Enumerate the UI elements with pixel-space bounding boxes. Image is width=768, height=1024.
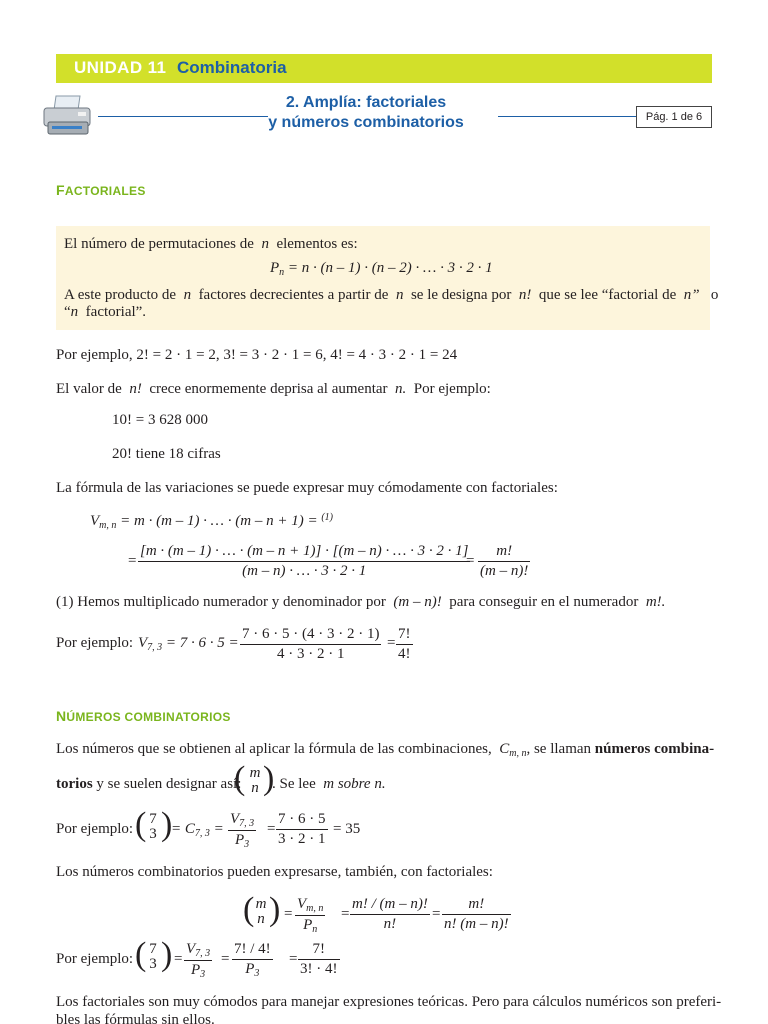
section-heading-factoriales: FACTORIALES bbox=[56, 182, 146, 198]
binom-example2-fraction2: $\frac{7! / 4!}{P_3}$ bbox=[234, 941, 271, 979]
binom-general-fraction3: $\frac{m!}{n! (m - n)!}$ bbox=[444, 896, 509, 932]
example-20-factorial: 20! tiene 18 cifras bbox=[112, 446, 221, 462]
equals-sign: = bbox=[432, 906, 441, 922]
binom-left-paren: ( bbox=[135, 806, 147, 843]
equals-sign: = bbox=[284, 906, 293, 922]
binom-right-paren: ) bbox=[161, 936, 173, 973]
binom-right-paren: ) bbox=[269, 891, 281, 928]
example-factorials: Por ejemplo, 2! = 2 · 1 = 2, 3! = 3 · 2 · 1 = 6, 4! = 4 · 3 · 2 · 1 = 24 bbox=[56, 347, 458, 363]
binom-example1-fraction1: $\frac{V_{7, 3}}{P_3}$ bbox=[230, 811, 255, 850]
binom-example1-fraction2: $\frac{7 \cdot 6 \cdot 5}{3 \cdot 2 \cdot 1}$ bbox=[278, 811, 326, 847]
binom-left-paren: ( bbox=[135, 936, 147, 973]
equals-sign: = bbox=[174, 951, 183, 967]
equals-sign: = bbox=[387, 635, 396, 651]
binom-general-fraction1: $\frac{V_{m, n}}{P_n}$ bbox=[297, 896, 324, 935]
binom-general-fraction2: $\frac{m! / (m - n)!}{n!}$ bbox=[352, 896, 428, 932]
combinatorios-paragraph-line2b: . Se lee m sobre n. bbox=[272, 776, 386, 792]
binom-example1-label: Por ejemplo: bbox=[56, 821, 134, 837]
unit-header-bar bbox=[56, 54, 712, 83]
variations-example-result: $\frac{7!}{4!}$ bbox=[398, 626, 411, 662]
equals-sign: = bbox=[341, 906, 350, 922]
growth-sentence: El valor de n! crece enormemente deprisa al aumentar n. Por ejemplo: bbox=[56, 381, 491, 397]
binom-right-paren: ) bbox=[263, 760, 275, 797]
equals-sign: = bbox=[267, 821, 276, 837]
page-counter: Pág. 1 de 6 bbox=[636, 106, 712, 128]
variations-example-fraction: $\frac{7 \cdot 6 \cdot 5 \cdot (4 \cdot 3 \cdot 2 \cdot 1)}{4 \cdot 3 \cdot 2 \cdot 1}$ bbox=[242, 626, 380, 662]
example-10-factorial: 10! = 3 628 000 bbox=[112, 412, 208, 428]
printer-icon[interactable] bbox=[40, 92, 96, 140]
page-title-line1: 2. Amplía: factoriales bbox=[285, 94, 447, 111]
binom-example1-result: = 35 bbox=[333, 821, 361, 837]
definition-line2: A este producto de n factores decrecientes a partir de n se le designa por n! que se lee “factorial de n” o bbox=[64, 287, 719, 303]
binom-right-paren: ) bbox=[161, 806, 173, 843]
binom-factorial-intro: Los números combinatorios pueden expresarse, también, con factoriales: bbox=[56, 864, 493, 880]
footnote: (1) Hemos multiplicado numerador y denominador por (m – n)! para conseguir en el numerador m!. bbox=[56, 594, 666, 610]
variations-result-fraction: $\frac{m!}{(m - n)!}$ bbox=[480, 543, 529, 579]
binom-example1-C: = $C_{7, 3}$ = bbox=[171, 821, 224, 839]
equals-sign: = bbox=[466, 553, 475, 569]
combinatorios-paragraph-line2a: torios y se suelen designar así: bbox=[56, 776, 242, 792]
binom-example2-label: Por ejemplo: bbox=[56, 951, 134, 967]
variations-big-fraction: $\frac{[m \cdot (m - 1) \cdot \dots \cdot (m - n + 1)] \cdot [(m - n) \cdot \dots \cdot 3 \cdot 2 \cdot 1]}{(m - n) \cdot \dots \cdot 3 \cdot 2 \cdot 1}$ bbox=[140, 543, 469, 579]
definition-line1: El número de permutaciones de n elementos es: bbox=[64, 236, 358, 252]
variations-intro: La fórmula de las variaciones se puede expresar muy cómodamente con factoriales: bbox=[56, 480, 558, 496]
variations-example-lhs: $V_{7, 3} = 7 \cdot 6 \cdot 5$ = bbox=[138, 635, 239, 653]
binom-example2-fraction1: $\frac{V_{7, 3}}{P_3}$ bbox=[186, 941, 211, 980]
equals-sign: = bbox=[128, 553, 137, 569]
binom-notation: m n bbox=[249, 765, 261, 796]
binom-example2: 7 3 bbox=[149, 941, 157, 972]
binom-example2-fraction3: $\frac{7!}{3! \cdot 4!}$ bbox=[300, 941, 338, 977]
binom-general: m n bbox=[255, 896, 267, 927]
unit-number: UNIDAD 11 bbox=[74, 58, 167, 77]
closing-paragraph-line1: Los factoriales son muy cómodos para manejar expresiones teóricas. Pero para cálculos numéricos son preferi- bbox=[56, 994, 722, 1010]
variations-formula-line1: $V_{m, n} = m \cdot (m - 1)$ · … · (m – n + 1) = $^{(1)}$ bbox=[90, 512, 334, 531]
title-rule-right bbox=[498, 116, 636, 117]
definition-line3: “n factorial”. bbox=[64, 304, 147, 320]
binom-example1: 7 3 bbox=[149, 811, 157, 842]
binom-left-paren: ( bbox=[234, 760, 246, 797]
closing-paragraph-line2: bles las fórmulas sin ellos. bbox=[56, 1012, 215, 1024]
unit-title: Combinatoria bbox=[177, 58, 287, 77]
section-heading-combinatorios: NÚMEROS COMBINATORIOS bbox=[56, 708, 231, 724]
combinatorios-paragraph-line1: Los números que se obtienen al aplicar la fórmula de las combinaciones, $C_{m, n}$, se llaman números combina- bbox=[56, 741, 715, 759]
page-title-line2: y números combinatorios bbox=[268, 114, 464, 131]
equals-sign: = bbox=[221, 951, 230, 967]
binom-left-paren: ( bbox=[243, 891, 255, 928]
permutation-formula: $P_n = n \cdot (n - 1) \cdot (n - 2)$ · … · 3 · 2 · 1 bbox=[270, 260, 493, 278]
equals-sign: = bbox=[289, 951, 298, 967]
variations-example-label: Por ejemplo: bbox=[56, 635, 134, 651]
